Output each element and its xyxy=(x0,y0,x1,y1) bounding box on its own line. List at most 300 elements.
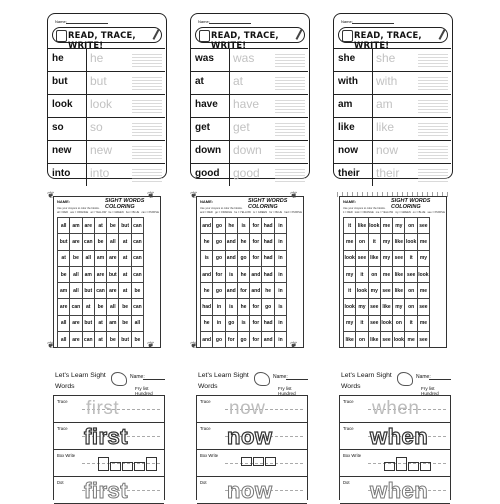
grid-cell[interactable]: my xyxy=(380,250,392,266)
word-row xyxy=(334,71,451,94)
grid-cell[interactable]: me xyxy=(405,332,417,348)
grid-cell[interactable]: he xyxy=(262,283,274,299)
grid-cell[interactable]: am xyxy=(94,250,106,266)
trace-word: down xyxy=(233,143,262,157)
section-label: Dot xyxy=(57,480,64,485)
practice-section xyxy=(54,423,164,450)
grid-cell[interactable]: he xyxy=(237,299,249,315)
color-key xyxy=(200,211,302,214)
grid-cell[interactable]: is xyxy=(201,250,213,266)
writing-lines xyxy=(418,77,448,90)
grid-cell[interactable]: in xyxy=(213,299,225,315)
column-divider xyxy=(229,164,230,186)
word-grid xyxy=(334,48,451,186)
grid-cell[interactable]: like xyxy=(344,332,356,348)
grid-cell[interactable]: had xyxy=(201,299,213,315)
trace-word: good xyxy=(233,166,260,180)
trace-word: am xyxy=(376,97,393,111)
grid-cell[interactable]: my xyxy=(344,266,356,282)
lets-learn-sight-words-worksheet[interactable] xyxy=(333,368,453,503)
practice-section xyxy=(340,450,450,477)
trace-word: get xyxy=(233,120,250,134)
grid-cell[interactable]: it xyxy=(405,315,417,331)
grid-cell[interactable]: at xyxy=(119,266,131,282)
grid-cell[interactable]: at xyxy=(119,250,131,266)
grid-cell[interactable]: be xyxy=(131,283,143,299)
grid-cell[interactable]: am xyxy=(58,283,70,299)
name-line xyxy=(352,23,394,24)
sight-word: was xyxy=(195,53,214,64)
writing-hand-icon xyxy=(254,372,270,386)
letter-box[interactable] xyxy=(384,462,395,471)
worksheet-title: Let's Learn Sight Words xyxy=(55,372,106,390)
sight-words-coloring-worksheet[interactable] xyxy=(190,190,310,356)
grid-cell[interactable]: can xyxy=(131,218,143,234)
word-row xyxy=(191,140,308,163)
grid-cell[interactable]: go xyxy=(262,299,274,315)
section-label: Trace xyxy=(343,399,354,404)
grid-cell[interactable]: my xyxy=(356,299,368,315)
grid-cell[interactable]: be xyxy=(70,250,82,266)
grid-cell[interactable]: had xyxy=(262,234,274,250)
grid-cell[interactable]: he xyxy=(201,315,213,331)
grid-cell[interactable]: on xyxy=(405,218,417,234)
grid-cell[interactable]: in xyxy=(274,332,286,348)
sight-words-coloring-worksheet[interactable] xyxy=(47,190,167,356)
letter-box[interactable] xyxy=(420,462,431,471)
grid-cell[interactable]: me xyxy=(417,283,429,299)
grid-cell[interactable]: be xyxy=(107,332,119,348)
writing-hand-icon xyxy=(111,372,127,386)
grid-cell[interactable]: me xyxy=(380,266,392,282)
grid-cell[interactable]: look xyxy=(380,315,392,331)
letter-box[interactable] xyxy=(110,462,121,471)
color-key-item: it = RED xyxy=(343,211,353,214)
color-key-item: are = ORANGE xyxy=(70,211,89,214)
trace-word: into xyxy=(90,166,110,180)
grid-cell[interactable]: had xyxy=(262,266,274,282)
writing-lines xyxy=(132,54,162,67)
trace-word: now xyxy=(376,143,399,157)
grid-cell[interactable]: for xyxy=(250,332,262,348)
grid-cell[interactable]: at xyxy=(94,332,106,348)
read-trace-write-worksheet[interactable] xyxy=(333,13,453,179)
grid-cell[interactable]: my xyxy=(368,283,380,299)
grid-cell[interactable]: see xyxy=(380,332,392,348)
grid-cell[interactable]: see xyxy=(356,250,368,266)
name-label: NAME: xyxy=(57,199,71,204)
practice-section xyxy=(54,450,164,477)
letter-box[interactable] xyxy=(396,457,407,471)
grid-cell[interactable]: go xyxy=(213,332,225,348)
grid-cell[interactable]: and xyxy=(225,234,237,250)
grid-cell[interactable]: all xyxy=(58,315,70,331)
color-key-item: see = PURPLE xyxy=(427,211,445,214)
grid-cell[interactable]: go xyxy=(237,332,249,348)
title-text: READ, TRACE, WRITE! xyxy=(68,30,136,50)
trace-word: was xyxy=(233,51,255,65)
grid-cell[interactable]: look xyxy=(356,283,368,299)
word-row xyxy=(48,94,165,117)
letter-box[interactable] xyxy=(265,457,276,466)
writing-lines xyxy=(418,123,448,136)
color-key-item: me = YELLOW xyxy=(375,211,394,214)
grid-cell[interactable]: on xyxy=(356,332,368,348)
grid-cell[interactable]: be xyxy=(94,234,106,250)
lets-learn-sight-words-worksheet[interactable] xyxy=(190,368,310,503)
grid-cell[interactable]: at xyxy=(94,315,106,331)
grid-cell[interactable]: at xyxy=(58,250,70,266)
writing-hand-icon xyxy=(397,372,413,386)
grid-cell[interactable]: and xyxy=(201,218,213,234)
grid-cell[interactable]: all xyxy=(70,266,82,282)
column-divider xyxy=(372,49,373,71)
grid-cell[interactable]: go xyxy=(213,283,225,299)
grid-cell[interactable]: am xyxy=(70,218,82,234)
grid-cell[interactable]: can xyxy=(131,250,143,266)
grid-cell[interactable]: go xyxy=(213,234,225,250)
grid-cell[interactable]: my xyxy=(393,299,405,315)
grid-cell[interactable]: for xyxy=(250,299,262,315)
grid-cell[interactable]: be xyxy=(119,299,131,315)
grid-cell[interactable]: he xyxy=(201,283,213,299)
grid-cell[interactable]: look xyxy=(368,218,380,234)
grid-cell[interactable]: are xyxy=(107,283,119,299)
grid-cell[interactable]: can xyxy=(82,332,94,348)
grid-cell[interactable]: see xyxy=(405,266,417,282)
color-key xyxy=(57,211,159,214)
writing-lines xyxy=(275,77,305,90)
column-divider xyxy=(229,95,230,117)
corner-ornament: ❦ xyxy=(47,190,55,200)
grid-cell[interactable]: me xyxy=(380,218,392,234)
grid-row xyxy=(58,250,144,266)
grid-cell[interactable]: all xyxy=(107,234,119,250)
letter-box[interactable] xyxy=(253,457,264,466)
writing-lines xyxy=(418,54,448,67)
instruction-text: Use your crayons to color the blocks. xyxy=(200,207,243,210)
grid-cell[interactable]: can xyxy=(94,283,106,299)
grid-cell[interactable]: and xyxy=(262,332,274,348)
color-key-item: all = RED xyxy=(57,211,69,214)
grid-cell[interactable]: all xyxy=(70,283,82,299)
grid-cell[interactable]: for xyxy=(250,218,262,234)
grid-cell[interactable]: it xyxy=(356,315,368,331)
trace-word: new xyxy=(90,143,113,157)
grid-cell[interactable]: can xyxy=(131,234,143,250)
grid-cell[interactable]: but xyxy=(58,234,70,250)
grid-cell[interactable]: for xyxy=(213,266,225,282)
grid-row xyxy=(58,283,144,299)
grid-cell[interactable]: at xyxy=(94,218,106,234)
grid-cell[interactable]: be xyxy=(58,266,70,282)
grid-cell[interactable]: look xyxy=(393,332,405,348)
grid-cell[interactable]: am xyxy=(107,315,119,331)
grid-cell[interactable]: on xyxy=(405,283,417,299)
grid-cell[interactable]: my xyxy=(417,250,429,266)
grid-cell[interactable]: like xyxy=(393,234,405,250)
grid-cell[interactable]: and xyxy=(250,266,262,282)
grid-cell[interactable]: my xyxy=(344,315,356,331)
letter-boxes xyxy=(384,457,432,471)
grid-cell[interactable]: but xyxy=(119,332,131,348)
sight-word: get xyxy=(195,122,210,133)
grid-cell[interactable]: on xyxy=(368,266,380,282)
color-key-item: go = ORANGE xyxy=(214,211,233,214)
grid-cell[interactable]: and xyxy=(201,266,213,282)
grid-cell[interactable]: but xyxy=(107,266,119,282)
read-trace-write-worksheet[interactable] xyxy=(47,13,167,179)
corner-ornament: ❦ xyxy=(190,340,198,350)
sight-word: have xyxy=(195,99,218,110)
color-key-item: but = BLUE xyxy=(125,211,140,214)
sight-word: so xyxy=(52,122,64,133)
letter-box[interactable] xyxy=(408,462,419,471)
grid-cell[interactable]: are xyxy=(58,299,70,315)
grid-cell[interactable]: like xyxy=(368,250,380,266)
grid-cell[interactable]: but xyxy=(119,218,131,234)
grid-cell[interactable]: it xyxy=(344,283,356,299)
name-label: NAME: xyxy=(343,199,357,204)
grid-cell[interactable]: but xyxy=(82,315,94,331)
grid-row xyxy=(58,266,144,282)
grid-cell[interactable]: is xyxy=(225,266,237,282)
sight-word: down xyxy=(195,145,222,156)
grid-cell[interactable]: can xyxy=(131,299,143,315)
grid-cell[interactable]: be xyxy=(94,299,106,315)
grid-cell[interactable]: be xyxy=(119,315,131,331)
grid-cell[interactable]: like xyxy=(380,299,392,315)
grid-cell[interactable]: in xyxy=(274,266,286,282)
grid-row xyxy=(201,250,287,266)
letter-box[interactable] xyxy=(134,462,145,471)
grid-cell[interactable]: are xyxy=(107,250,119,266)
grid-cell[interactable]: all xyxy=(82,250,94,266)
column-divider xyxy=(86,49,87,71)
grid-cell[interactable]: look xyxy=(344,250,356,266)
grid-cell[interactable]: at xyxy=(82,299,94,315)
worksheet-title xyxy=(338,27,448,50)
grid-cell[interactable]: he xyxy=(201,234,213,250)
writing-lines xyxy=(275,146,305,159)
trace-word: but xyxy=(90,74,107,88)
book-icon xyxy=(56,30,67,42)
grid-cell[interactable]: see xyxy=(380,283,392,299)
grid-cell[interactable]: are xyxy=(70,332,82,348)
practice-box xyxy=(196,395,308,503)
corner-ornament: ❦ xyxy=(290,340,298,350)
grid-cell[interactable]: it xyxy=(405,250,417,266)
section-label: Trace xyxy=(57,399,68,404)
word-row xyxy=(334,94,451,117)
sight-word: like xyxy=(338,122,355,133)
letter-box[interactable] xyxy=(98,457,109,471)
grid-cell[interactable]: in xyxy=(274,234,286,250)
grid-cell[interactable]: for xyxy=(250,234,262,250)
grid-cell[interactable]: like xyxy=(393,266,405,282)
bubble-letter-word: now xyxy=(227,478,273,503)
grid-cell[interactable]: my xyxy=(380,234,392,250)
sight-word: he xyxy=(52,53,64,64)
grid-cell[interactable]: and xyxy=(201,332,213,348)
grid-cell[interactable]: go xyxy=(213,250,225,266)
grid-cell[interactable]: can xyxy=(131,266,143,282)
grid-cell[interactable]: and xyxy=(225,283,237,299)
grid-cell[interactable]: see xyxy=(368,299,380,315)
grid-cell[interactable]: in xyxy=(274,283,286,299)
grid-cell[interactable]: like xyxy=(393,283,405,299)
grid-row xyxy=(201,266,287,282)
practice-box xyxy=(339,395,451,503)
grid-cell[interactable]: are xyxy=(82,218,94,234)
trace-word: at xyxy=(233,74,244,88)
grid-cell[interactable]: on xyxy=(356,234,368,250)
letter-box[interactable] xyxy=(146,457,157,471)
grid-cell[interactable]: is xyxy=(274,299,286,315)
grid-cell[interactable]: be xyxy=(131,332,143,348)
grid-cell[interactable]: go xyxy=(237,250,249,266)
corner-ornament: ❦ xyxy=(147,340,155,350)
grid-cell[interactable]: all xyxy=(131,315,143,331)
read-trace-write-worksheet[interactable] xyxy=(190,13,310,179)
sight-word: into xyxy=(52,168,71,179)
grid-cell[interactable]: go xyxy=(213,218,225,234)
writing-lines xyxy=(418,146,448,159)
grid-row xyxy=(344,250,430,266)
grid-cell[interactable]: is xyxy=(225,299,237,315)
color-key-item: can = PURPLE xyxy=(141,211,159,214)
word-row xyxy=(334,48,451,71)
trace-word: their xyxy=(376,166,400,180)
grid-cell[interactable]: can xyxy=(82,234,94,250)
sight-word: good xyxy=(195,168,220,179)
grid-cell[interactable]: look xyxy=(405,234,417,250)
grid-cell[interactable]: all xyxy=(107,299,119,315)
sight-word: look xyxy=(52,99,73,110)
grid-cell[interactable]: and xyxy=(250,283,262,299)
grid-cell[interactable]: go xyxy=(225,315,237,331)
name-label: NAME: xyxy=(200,199,214,204)
fry-list-label: Fry list Hundred xyxy=(135,386,153,396)
title-text: READ, TRACE, WRITE! xyxy=(354,30,422,50)
grid-cell[interactable]: it xyxy=(368,234,380,250)
grid-cell[interactable]: see xyxy=(417,218,429,234)
word-row xyxy=(48,163,165,186)
grid-cell[interactable]: and xyxy=(225,250,237,266)
worksheet-title: SIGHT WORDS COLORING xyxy=(105,198,145,210)
practice-section xyxy=(197,423,307,450)
trace-word: she xyxy=(376,51,396,65)
grid-cell[interactable]: but xyxy=(82,283,94,299)
lets-learn-sight-words-worksheet[interactable] xyxy=(47,368,167,503)
grid-row xyxy=(58,332,144,348)
grid-cell[interactable]: on xyxy=(405,299,417,315)
grid-cell[interactable]: had xyxy=(262,250,274,266)
color-key-item: and = RED xyxy=(200,211,213,214)
grid-cell[interactable]: for xyxy=(225,332,237,348)
column-divider xyxy=(229,141,230,163)
grid-cell[interactable]: at xyxy=(119,283,131,299)
name-label: Name: xyxy=(198,19,210,24)
word-row xyxy=(191,48,308,71)
column-divider xyxy=(372,141,373,163)
grid-cell[interactable]: all xyxy=(58,218,70,234)
writing-lines xyxy=(275,169,305,182)
sight-words-coloring-worksheet[interactable] xyxy=(333,190,453,356)
grid-cell[interactable]: in xyxy=(274,218,286,234)
color-key-item: look = ORANGE xyxy=(354,211,374,214)
section-label: Trace xyxy=(200,399,211,404)
word-row xyxy=(334,117,451,140)
color-key-item: at = YELLOW xyxy=(90,211,107,214)
grid-cell[interactable]: had xyxy=(262,218,274,234)
column-divider xyxy=(86,118,87,140)
letter-box[interactable] xyxy=(122,462,133,471)
sight-word: new xyxy=(52,145,72,156)
practice-section xyxy=(340,396,450,423)
grid-cell[interactable]: he xyxy=(237,234,249,250)
section-label: Box Write xyxy=(343,453,362,458)
grid-cell[interactable]: be xyxy=(107,218,119,234)
grid-cell[interactable]: look xyxy=(417,266,429,282)
grid-cell[interactable]: in xyxy=(213,315,225,331)
grid-cell[interactable]: is xyxy=(237,218,249,234)
grid-cell[interactable]: can xyxy=(70,299,82,315)
grid-cell[interactable]: like xyxy=(356,218,368,234)
trace-word: so xyxy=(90,120,103,134)
grid-cell[interactable]: for xyxy=(250,250,262,266)
letter-box[interactable] xyxy=(241,457,252,466)
word-row xyxy=(191,163,308,186)
grid-cell[interactable]: me xyxy=(417,234,429,250)
section-label: Trace xyxy=(57,426,68,431)
grid-cell[interactable]: see xyxy=(417,299,429,315)
grid-cell[interactable]: me xyxy=(417,315,429,331)
grid-cell[interactable]: my xyxy=(393,218,405,234)
bubble-letter-word: now xyxy=(227,424,273,449)
grid-cell[interactable]: at xyxy=(119,234,131,250)
grid-cell[interactable]: he xyxy=(225,218,237,234)
grid-cell[interactable]: see xyxy=(368,315,380,331)
grid-cell[interactable]: in xyxy=(274,315,286,331)
grid-cell[interactable]: like xyxy=(368,332,380,348)
grid-cell[interactable]: are xyxy=(70,234,82,250)
grid-cell[interactable]: look xyxy=(344,299,356,315)
grid-cell[interactable]: see xyxy=(417,332,429,348)
section-label: Trace xyxy=(200,426,211,431)
grid-cell[interactable]: had xyxy=(262,315,274,331)
grid-cell[interactable]: me xyxy=(344,234,356,250)
grid-cell[interactable]: in xyxy=(274,250,286,266)
grid-cell[interactable]: it xyxy=(356,266,368,282)
grid-cell[interactable]: is xyxy=(237,315,249,331)
grid-row xyxy=(201,283,287,299)
grid-cell[interactable]: for xyxy=(250,315,262,331)
grid-cell[interactable]: on xyxy=(393,315,405,331)
writing-lines xyxy=(132,146,162,159)
grid-cell[interactable]: he xyxy=(237,266,249,282)
grid-cell[interactable]: all xyxy=(58,332,70,348)
grid-cell[interactable]: are xyxy=(94,266,106,282)
grid-cell[interactable]: am xyxy=(82,266,94,282)
grid-cell[interactable]: for xyxy=(237,283,249,299)
grid-cell[interactable]: it xyxy=(344,218,356,234)
name-line xyxy=(286,379,308,380)
grid-cell[interactable]: see xyxy=(393,250,405,266)
grid-cell[interactable]: are xyxy=(70,315,82,331)
writing-lines xyxy=(275,54,305,67)
grid-row xyxy=(344,315,430,331)
